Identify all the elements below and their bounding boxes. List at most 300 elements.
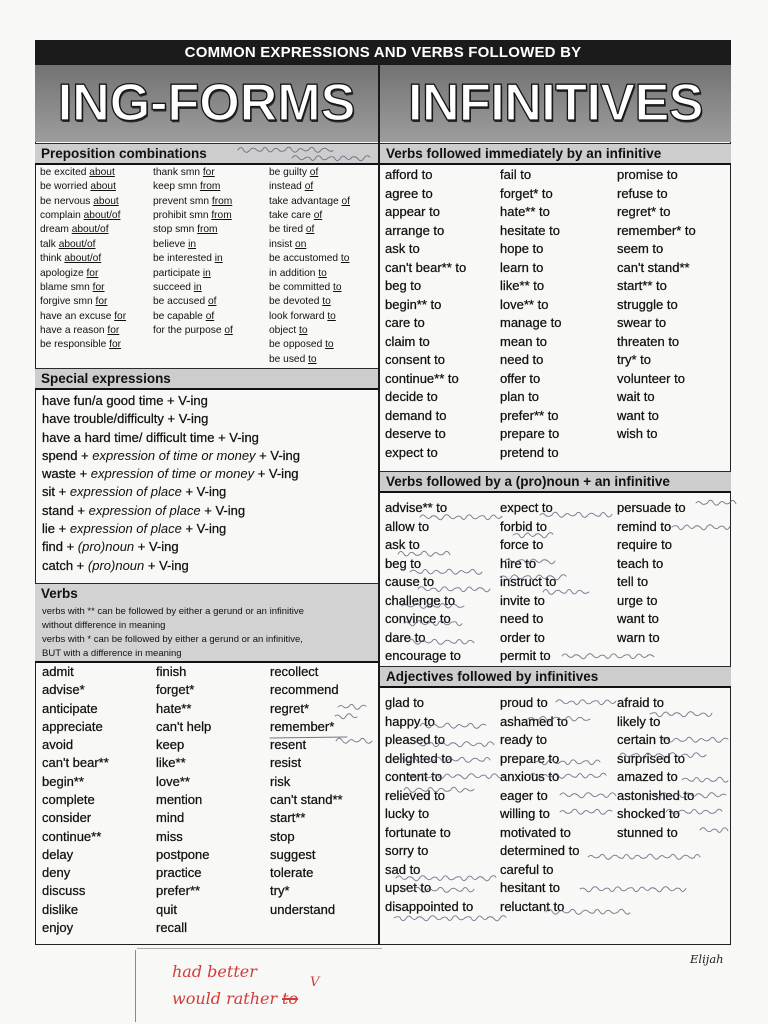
special-expression-lead: waste + <box>42 466 91 482</box>
gerund-verb: regret* <box>270 700 310 716</box>
preposition-item-prep: in <box>188 238 197 250</box>
preposition-item <box>269 310 350 324</box>
adjective: surprised to <box>617 750 685 766</box>
preposition-item-prep: for <box>92 281 105 293</box>
gerund-verb: remember* <box>270 718 335 734</box>
pronoun-infinitive-verb: force to <box>500 537 544 552</box>
preposition-item-prep: in <box>193 281 202 293</box>
special-expression-lead: lie + <box>42 521 70 537</box>
gerund-verb: consider <box>42 810 92 826</box>
gerund-verbs-col3 <box>270 663 343 919</box>
adjective: proud to <box>500 695 548 710</box>
preposition-item-text: be committed <box>269 281 333 293</box>
infinitive-verb: mean to <box>500 333 547 349</box>
infinitives-title: INFINITIVES <box>408 74 703 132</box>
preposition-combinations-heading: Preposition combinations <box>35 143 378 165</box>
column-divider <box>378 65 380 945</box>
preposition-item-prep: on <box>295 238 307 250</box>
special-expression-italic: (pro)noun <box>87 557 145 573</box>
preposition-item-text: prevent smn <box>153 195 212 207</box>
adjective: prepare to <box>500 750 560 766</box>
verbs-note-line: verbs with * can be followed by either a gerund or an infinitive, <box>42 634 303 645</box>
preposition-item-text: apologize <box>40 267 87 279</box>
gerund-verb: try* <box>270 883 290 899</box>
preposition-item <box>153 281 233 295</box>
adjective: sorry to <box>385 843 429 859</box>
infinitive-verb: remember* to <box>617 222 696 238</box>
adjective: relieved to <box>385 787 445 803</box>
infinitive-verb: can't bear** to <box>385 259 467 275</box>
preposition-item-prep: of <box>205 310 215 322</box>
preposition-item-prep: to <box>322 296 331 308</box>
pronoun-infinitive-verb: advise** to <box>385 500 448 515</box>
pronoun-infinitive-verb: instruct to <box>500 574 557 589</box>
adjectives-col2 <box>500 694 580 917</box>
gerund-verb: can't stand** <box>270 791 343 807</box>
preposition-item-text: have an excuse <box>40 310 115 322</box>
preposition-item-text: be tired <box>269 224 306 236</box>
preposition-item-prep: about <box>89 167 115 178</box>
preposition-list-col2 <box>153 166 233 338</box>
infinitive-verb: decide to <box>385 389 438 405</box>
preposition-item <box>153 252 233 266</box>
pronoun-infinitive-verb: tell to <box>617 574 649 589</box>
infinitive-verb: begin** to <box>385 296 442 312</box>
gerund-verb: forget* <box>156 682 195 698</box>
adjective: careful to <box>500 861 554 877</box>
infinitives-banner <box>380 65 731 142</box>
preposition-item-prep: from <box>211 210 232 222</box>
pronoun-infinitive-verb: invite to <box>500 592 545 608</box>
pronoun-infinitive-verb: require to <box>617 537 672 552</box>
preposition-item-prep: for <box>86 267 99 279</box>
gerund-verb: mention <box>156 791 203 807</box>
pronoun-infinitive-verb: convince to <box>385 611 451 626</box>
infinitive-verb: like** to <box>500 278 545 294</box>
preposition-item-prep: to <box>299 324 308 336</box>
adjective: determined to <box>500 843 580 859</box>
preposition-item-text: be accustomed <box>269 253 341 265</box>
preposition-item-text: stop smn <box>153 224 198 236</box>
pronoun-infinitive-verb: want to <box>617 611 659 626</box>
preposition-item-text: object <box>269 324 300 336</box>
adjective: sad to <box>385 861 421 877</box>
pronoun-infinitive-verb: dare to <box>385 629 426 645</box>
infinitive-verb: need to <box>500 352 544 368</box>
infinitive-verbs-heading: Verbs followed immediately by an infinitive <box>380 143 731 165</box>
gerund-verb: recall <box>156 919 188 935</box>
infinitive-verbs-col2 <box>500 166 561 462</box>
preposition-item-prep: for <box>114 310 127 322</box>
preposition-item <box>269 267 350 281</box>
adjectives-col3 <box>617 694 694 842</box>
verbs-note-line: verbs with ** can be followed by either a gerund or an infinitive <box>42 606 304 617</box>
gerund-verb: keep <box>156 737 185 753</box>
infinitive-verb: start** to <box>617 278 667 294</box>
preposition-item-text: be capable <box>153 310 206 322</box>
pronoun-infinitive-verb: remind to <box>617 518 672 534</box>
infinitive-verb: arrange to <box>385 222 445 238</box>
special-expression <box>42 557 300 575</box>
gerund-verb: recommend <box>270 682 339 698</box>
infinitive-verb: hate** to <box>500 204 550 220</box>
gerund-verb: admit <box>42 664 74 679</box>
pronoun-infinitive-verb: persuade to <box>617 500 686 515</box>
signature: Elijah <box>690 952 724 966</box>
gerund-verb: advise* <box>42 682 85 698</box>
ing-forms-title: ING-FORMS <box>57 74 356 132</box>
infinitive-verb: wish to <box>617 426 658 442</box>
adjective: stunned to <box>617 824 678 840</box>
infinitive-verb: seem to <box>617 241 664 257</box>
preposition-item-text: insist <box>269 238 296 250</box>
preposition-item <box>40 267 126 281</box>
preposition-item <box>269 252 350 266</box>
special-expression <box>42 429 300 447</box>
preposition-item-text: have a reason <box>40 324 108 336</box>
infinitive-verb: claim to <box>385 333 430 349</box>
special-expression-italic: expression of place <box>69 484 182 500</box>
gerund-verb: mind <box>156 810 185 826</box>
infinitive-verb: refuse to <box>617 185 668 201</box>
pronoun-infinitive-verb: hire to <box>500 555 537 571</box>
preposition-item <box>40 238 126 252</box>
preposition-item-text: be worried <box>40 181 91 193</box>
adjective: delighted to <box>385 750 453 766</box>
infinitive-verb: continue** to <box>385 370 459 386</box>
preposition-item <box>153 180 233 194</box>
adjective: content to <box>385 769 443 785</box>
special-expression-lead: have trouble/difficulty + V-ing <box>42 411 209 427</box>
preposition-item-text: succeed <box>153 281 194 293</box>
pronoun-infinitive-col2 <box>500 499 556 666</box>
preposition-item <box>153 310 233 324</box>
preposition-item-text: be accused <box>153 296 208 308</box>
special-expression-italic: (pro)noun <box>77 539 135 555</box>
preposition-item <box>269 180 350 194</box>
preposition-item <box>269 324 350 338</box>
preposition-item <box>40 310 126 324</box>
preposition-item <box>40 338 126 352</box>
note-box-left-line <box>135 950 136 1022</box>
gerund-verb: postpone <box>156 846 210 862</box>
preposition-item-prep: from <box>200 181 221 193</box>
adjective: glad to <box>385 695 425 710</box>
pronoun-infinitive-verb: expect to <box>500 500 553 515</box>
preposition-item <box>40 281 126 295</box>
special-expression <box>42 410 300 428</box>
preposition-item <box>269 338 350 352</box>
preposition-item-prep: of <box>305 224 315 236</box>
verbs-heading: Verbs <box>41 586 78 601</box>
special-expression-lead: have fun/a good time + V-ing <box>42 393 208 408</box>
preposition-item-text: be excited <box>40 167 90 178</box>
adjective: hesitant to <box>500 880 560 896</box>
preposition-item-prep: of <box>309 167 319 178</box>
infinitive-verb: care to <box>385 315 425 331</box>
pronoun-infinitive-verb: urge to <box>617 592 658 608</box>
preposition-item-text: be used <box>269 353 309 365</box>
gerund-verb: prefer** <box>156 883 201 899</box>
preposition-item-text: dream <box>40 224 72 236</box>
preposition-item-prep: about <box>93 195 119 207</box>
preposition-item-prep: about/of <box>71 224 109 236</box>
infinitive-verb: struggle to <box>617 296 678 312</box>
adjective: willing to <box>500 806 550 822</box>
gerund-verb: miss <box>156 828 183 844</box>
preposition-item-prep: of <box>224 324 233 336</box>
preposition-item-prep: of <box>341 195 351 207</box>
gerund-verb: tolerate <box>270 865 314 881</box>
adjective: pleased to <box>385 732 445 748</box>
preposition-item <box>153 324 233 338</box>
preposition-item <box>153 166 233 180</box>
infinitive-verb: demand to <box>385 407 447 423</box>
preposition-item <box>269 238 350 252</box>
special-expression-lead: have a hard time/ difficult time + V-ing <box>42 429 259 445</box>
pronoun-infinitive-verb: ask to <box>385 537 420 552</box>
preposition-item-prep: in <box>202 267 211 279</box>
gerund-verb: can't bear** <box>42 755 109 771</box>
preposition-item-text: instead <box>269 181 305 193</box>
special-expression-lead: catch + <box>42 557 88 573</box>
preposition-item <box>153 267 233 281</box>
infinitive-verb: afford to <box>385 167 433 182</box>
pronoun-infinitive-verb: forbid to <box>500 518 547 534</box>
adjective: ashamed to <box>500 713 568 729</box>
ing-forms-banner <box>35 65 378 142</box>
special-expression-lead: find + <box>42 539 78 555</box>
infinitive-verb: hope to <box>500 241 544 257</box>
pronoun-infinitive-verb: cause to <box>385 574 435 589</box>
infinitive-verb: want to <box>617 407 659 423</box>
preposition-item <box>40 195 126 209</box>
preposition-item-prep: for <box>107 324 120 336</box>
gerund-verb: risk <box>270 773 291 789</box>
special-expression-tail: + V-ing <box>134 539 179 555</box>
gerund-verb: finish <box>156 664 187 679</box>
pronoun-infinitive-heading: Verbs followed by a (pro)noun + an infinitive <box>380 471 731 493</box>
special-expression-italic: expression of time or money <box>92 447 256 463</box>
preposition-item-prep: of <box>313 210 323 222</box>
special-expression <box>42 447 300 465</box>
adjective: ready to <box>500 732 547 748</box>
adjectives-col1 <box>385 694 473 917</box>
gerund-verbs-col2 <box>156 663 211 937</box>
preposition-item-text: keep smn <box>153 181 200 193</box>
adjective: anxious to <box>500 769 560 785</box>
preposition-item <box>153 223 233 237</box>
preposition-item-text: participate <box>153 267 203 279</box>
pronoun-infinitive-col3 <box>617 499 686 647</box>
special-expression-lead: sit + <box>42 484 70 500</box>
infinitive-verb: hesitate to <box>500 222 560 238</box>
preposition-item-text: blame smn <box>40 281 93 293</box>
handwritten-note-would-rather: would rather <box>172 989 278 1008</box>
pronoun-infinitive-verb: allow to <box>385 518 430 534</box>
preposition-item <box>40 180 126 194</box>
pronoun-infinitive-verb: warn to <box>617 629 660 645</box>
preposition-item-prep: for <box>95 296 108 308</box>
adjective: eager to <box>500 787 548 803</box>
special-expression-italic: expression of time or money <box>90 466 255 482</box>
pronoun-infinitive-verb: permit to <box>500 648 551 663</box>
gerund-verb: enjoy <box>42 919 74 935</box>
special-expression-tail: + V-ing <box>200 502 246 518</box>
preposition-item <box>40 166 126 180</box>
infinitive-verb: pretend to <box>500 444 559 460</box>
gerund-verb: understand <box>270 901 336 917</box>
infinitive-verb: agree to <box>385 185 433 201</box>
verbs-notes <box>42 605 304 661</box>
infinitive-verb: deserve to <box>385 426 446 442</box>
adjective: amazed to <box>617 769 678 785</box>
infinitive-verbs-col3 <box>617 166 696 444</box>
gerund-verb: avoid <box>42 737 74 753</box>
preposition-item-prep: for <box>109 339 121 351</box>
special-expressions-heading: Special expressions <box>35 368 378 390</box>
pronoun-infinitive-verb: need to <box>500 611 544 626</box>
special-expression-tail: + V-ing <box>144 557 189 573</box>
infinitive-verb: beg to <box>385 278 422 294</box>
infinitive-verb: regret* to <box>617 204 671 220</box>
preposition-item-prep: to <box>340 253 350 265</box>
gerund-verb: start** <box>270 810 306 826</box>
preposition-item-text: prohibit smn <box>153 210 212 222</box>
preposition-item-text: be nervous <box>40 195 94 207</box>
infinitive-verb: ask to <box>385 241 420 257</box>
verbs-note-line: without difference in meaning <box>42 620 166 631</box>
adjective: likely to <box>617 713 661 729</box>
gerund-verbs-col1 <box>42 663 109 937</box>
infinitive-verb: plan to <box>500 389 540 405</box>
adjective: shocked to <box>617 806 680 822</box>
preposition-item <box>269 166 350 180</box>
special-expression <box>42 465 300 483</box>
infinitive-verb: love** to <box>500 296 549 312</box>
gerund-verb: anticipate <box>42 700 98 716</box>
preposition-item-prep: to <box>308 353 317 365</box>
preposition-item-text: complain <box>40 210 84 222</box>
special-expression-tail: + V-ing <box>255 447 300 463</box>
gerund-verb: continue** <box>42 828 102 844</box>
pronoun-infinitive-col1 <box>385 499 461 666</box>
infinitive-verbs-col1 <box>385 166 466 462</box>
infinitive-verb: appear to <box>385 204 440 220</box>
gerund-verb: dislike <box>42 901 79 917</box>
preposition-item <box>269 281 350 295</box>
preposition-item-text: be interested <box>153 253 215 265</box>
preposition-item <box>269 209 350 223</box>
adjective: fortunate to <box>385 824 451 840</box>
adjective: upset to <box>385 880 432 896</box>
gerund-verb: recollect <box>270 664 319 679</box>
special-expression <box>42 392 300 410</box>
gerund-verb: resist <box>270 755 302 771</box>
adjective: certain to <box>617 732 671 748</box>
infinitive-verb: manage to <box>500 315 562 331</box>
infinitive-verb: try* to <box>617 352 651 368</box>
preposition-item <box>40 295 126 309</box>
adjective: happy to <box>385 713 435 729</box>
pronoun-infinitive-verb: teach to <box>617 555 664 571</box>
preposition-item-prep: to <box>332 281 342 293</box>
special-expression-lead: spend + <box>42 447 93 463</box>
preposition-item <box>269 295 350 309</box>
gerund-verb: quit <box>156 901 177 917</box>
infinitive-verb: wait to <box>617 389 655 405</box>
infinitive-verb: promise to <box>617 167 678 182</box>
preposition-item-text: take care <box>269 210 314 222</box>
special-expression-tail: + V-ing <box>254 466 299 482</box>
title-bar: COMMON EXPRESSIONS AND VERBS FOLLOWED BY <box>35 40 731 65</box>
infinitive-verb: can't stand** <box>617 259 690 275</box>
adjective: disappointed to <box>385 899 474 915</box>
preposition-item <box>40 252 126 266</box>
preposition-list-col1 <box>40 166 126 353</box>
preposition-item <box>153 295 233 309</box>
preposition-item-text: for the purpose <box>153 324 225 336</box>
gerund-verb: can't help <box>156 718 212 734</box>
preposition-item-prep: to <box>325 339 334 351</box>
preposition-item-prep: about/of <box>83 210 121 222</box>
preposition-item-prep: to <box>327 310 336 322</box>
infinitive-verb: offer to <box>500 370 541 386</box>
pronoun-infinitive-verb: order to <box>500 629 545 645</box>
infinitive-verb: prefer** to <box>500 407 559 423</box>
gerund-verb: suggest <box>270 846 316 862</box>
preposition-item-text: be devoted <box>269 296 323 308</box>
special-expression <box>42 502 300 520</box>
preposition-item-text: in addition <box>269 267 319 279</box>
infinitive-verb: prepare to <box>500 426 560 442</box>
infinitive-verb: swear to <box>617 315 667 331</box>
preposition-item-text: take advantage <box>269 195 342 207</box>
gerund-verb: practice <box>156 865 202 881</box>
gerund-verb: appreciate <box>42 718 103 734</box>
special-expression-lead: stand + <box>42 502 89 518</box>
preposition-item <box>269 223 350 237</box>
adjective: afraid to <box>617 695 664 710</box>
special-expression <box>42 538 300 556</box>
preposition-item-text: be responsible <box>40 339 110 351</box>
preposition-item <box>153 238 233 252</box>
gerund-verb: stop <box>270 828 295 844</box>
special-expression-tail: + V-ing <box>181 521 227 537</box>
gerund-verb: hate** <box>156 700 192 716</box>
special-expression-italic: expression of place <box>69 521 182 537</box>
adjectives-heading: Adjectives followed by infinitives <box>380 666 731 688</box>
adjective: lucky to <box>385 806 430 822</box>
gerund-verb: complete <box>42 791 95 807</box>
preposition-item-prep: from <box>197 224 218 236</box>
handwritten-note-had-better: had better <box>172 962 257 981</box>
preposition-item-prep: about/of <box>64 253 102 265</box>
preposition-item <box>40 223 126 237</box>
special-expression-tail: + V-ing <box>181 484 227 500</box>
preposition-item <box>269 195 350 209</box>
gerund-verb: like** <box>156 755 186 771</box>
pronoun-infinitive-verb: challenge to <box>385 592 456 608</box>
gerund-verb: begin** <box>42 773 84 789</box>
infinitive-verb: threaten to <box>617 333 680 349</box>
infinitive-verb: learn to <box>500 259 544 275</box>
preposition-item-prep: of <box>207 296 217 308</box>
preposition-item-prep: from <box>211 195 233 207</box>
pronoun-infinitive-verb: beg to <box>385 555 422 571</box>
infinitive-verb: consent to <box>385 352 445 368</box>
preposition-item-prep: of <box>304 181 314 193</box>
